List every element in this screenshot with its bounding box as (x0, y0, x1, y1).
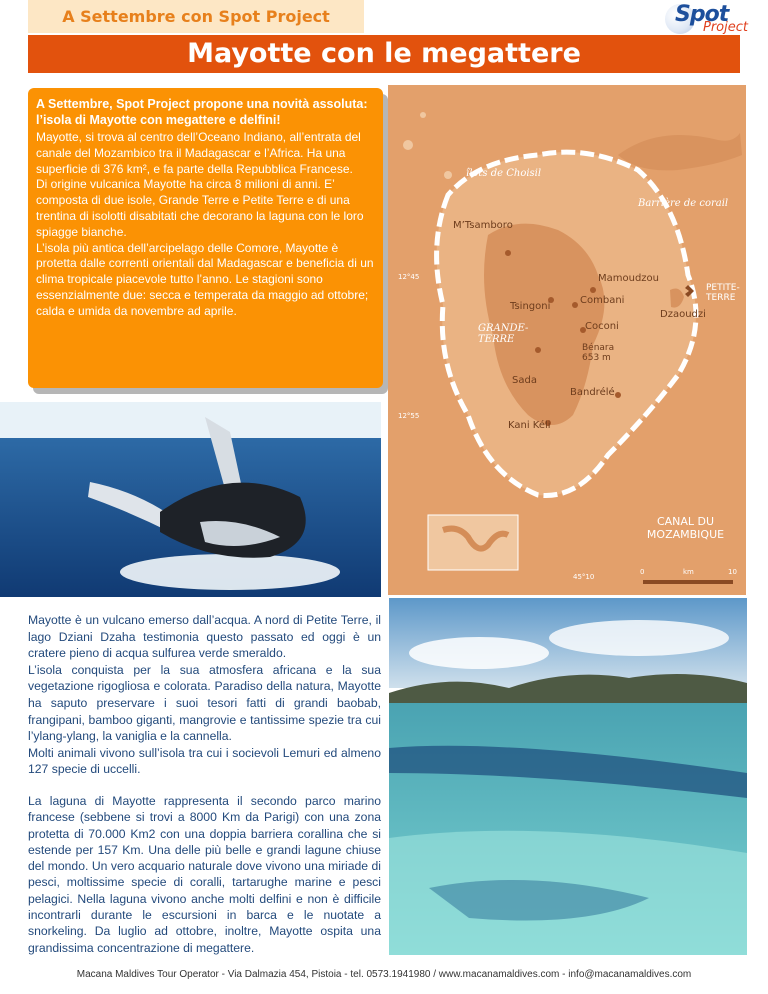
map-label-ilots: îlots de Choisil (466, 168, 542, 179)
column-text-2 (28, 793, 381, 956)
col1-paragraph-2: L’isola conquista per la sua atmosfera africana e la sua vegetazione rigogliosa e colorata. Paradiso della natura, Mayotte ha saputo preservare i suoi tesori fatti di grandi baobab, frangipani, bamboo giganti, mangrovie e tantissime spezie tra cui l’ylang-ylang, la vaniglia e la cannella. (28, 662, 381, 744)
map-label-barriere: Barrière de corail (638, 198, 729, 209)
mayotte-map (388, 85, 746, 595)
col2-paragraph-1: La laguna di Mayotte rappresenta il secondo parco marino francese (sebbene si trovi a 8000 Km da Parigi) con una zona protetta di 70.000 Km2 con una doppia barriera corallina che si estende per 157 Km. Una delle più belle e grandi lagune chiuse del mondo. Un vero acquario naturale dove vivono una miriade di pesci, moltissime specie di coralli, tartarughe marine e pesci pelagici. Nella laguna vivono anche molti delfini e non è difficile incontrarli durante le escursioni in barca e le nuotate a snorkeling. Da luglio ad ottobre, inoltre, Mayotte ospita una grandissima concentrazione di megattere. (28, 794, 381, 955)
map-label-coconi: Coconi (585, 321, 619, 332)
map-label-lon: 45°10 (573, 573, 595, 581)
spot-project-logo (645, 0, 748, 38)
column-text-1 (28, 612, 381, 778)
intro-paragraph-1: Mayotte, si trova al centro dell’Oceano Indiano, all’entrata del canale del Mozambico tra il Madagascar e l’Africa. Ha una superficie di 376 km², e fa parte della Repubblica Francese. (36, 130, 361, 176)
intro-paragraph-2: Di origine vulcanica Mayotte ha circa 8 milioni di anni. E’ composta di due isole, Grande Terre e Petite Terre e di una trentina di isolotti disabitati che decorano la laguna con le loro spiagge bianche. (36, 177, 364, 239)
map-label-sada: Sada (512, 375, 537, 386)
logo-project-text: Project (703, 20, 748, 35)
map-label-mtsamboro: M’Tsamboro (453, 220, 513, 231)
map-label-combani: Combani (580, 295, 625, 306)
lagoon-photo (389, 598, 747, 955)
intro-heading: A Settembre, Spot Project propone una novità assoluta: l’isola di Mayotte con megattere e delfini! (36, 97, 368, 127)
page-title: Mayotte con le megattere (28, 35, 740, 73)
whale-photo (0, 402, 381, 597)
header-tag: A Settembre con Spot Project (28, 0, 364, 33)
map-scale-ten: 10 (728, 568, 737, 576)
intro-paragraph-3: L’isola più antica dell’arcipelago delle Comore, Mayotte è protetta dalle correnti orientali dal Madagascar e beneficia di un clima tropicale piacevole tutto l’anno. Le stagioni sono essenzialmente due: secca e temperata da maggio ad ottobre; calda e umida da novembre ad aprile. (36, 240, 374, 318)
map-label-bandrele: Bandrélé (570, 387, 615, 398)
logo-spot-text: Spot (675, 2, 729, 27)
map-label-dzaoudzi: Dzaoudzi (660, 309, 706, 320)
map-label-lat2: 12°55 (398, 412, 420, 420)
map-scale-unit: km (683, 568, 694, 576)
col1-paragraph-3: Molti animali vivono sull’isola tra cui i socievoli Lemuri ed almeno 127 specie di uccelli. (28, 745, 381, 777)
map-label-mamoudzou: Mamoudzou (598, 273, 660, 284)
intro-box (28, 88, 383, 388)
footer-contact: Macana Maldives Tour Operator - Via Dalmazia 454, Pistoia - tel. 0573.1941980 / www.macanamaldives.com - info@macanamaldives.com (76, 969, 692, 980)
map-label-grande-terre: GRANDE-TERRE (478, 323, 529, 345)
map-label-benara: Bénara 653 m (582, 343, 615, 363)
map-label-lat1: 12°45 (398, 273, 420, 281)
map-label-tsingoni: Tsingoni (510, 301, 551, 312)
map-scale-zero: 0 (640, 568, 645, 576)
map-label-kani-keli: Kani Kéli (508, 420, 551, 431)
map-label-petite-terre: PETITE-TERRE (706, 283, 740, 303)
col1-paragraph-1: Mayotte è un vulcano emerso dall’acqua. A nord di Petite Terre, il lago Dziani Dzaha testimonia questo passato ed oggi è un cratere pieno di acqua sulfurea verde smeraldo. (28, 613, 381, 661)
map-label-canal: CANAL DU MOZAMBIQUE (646, 515, 725, 541)
